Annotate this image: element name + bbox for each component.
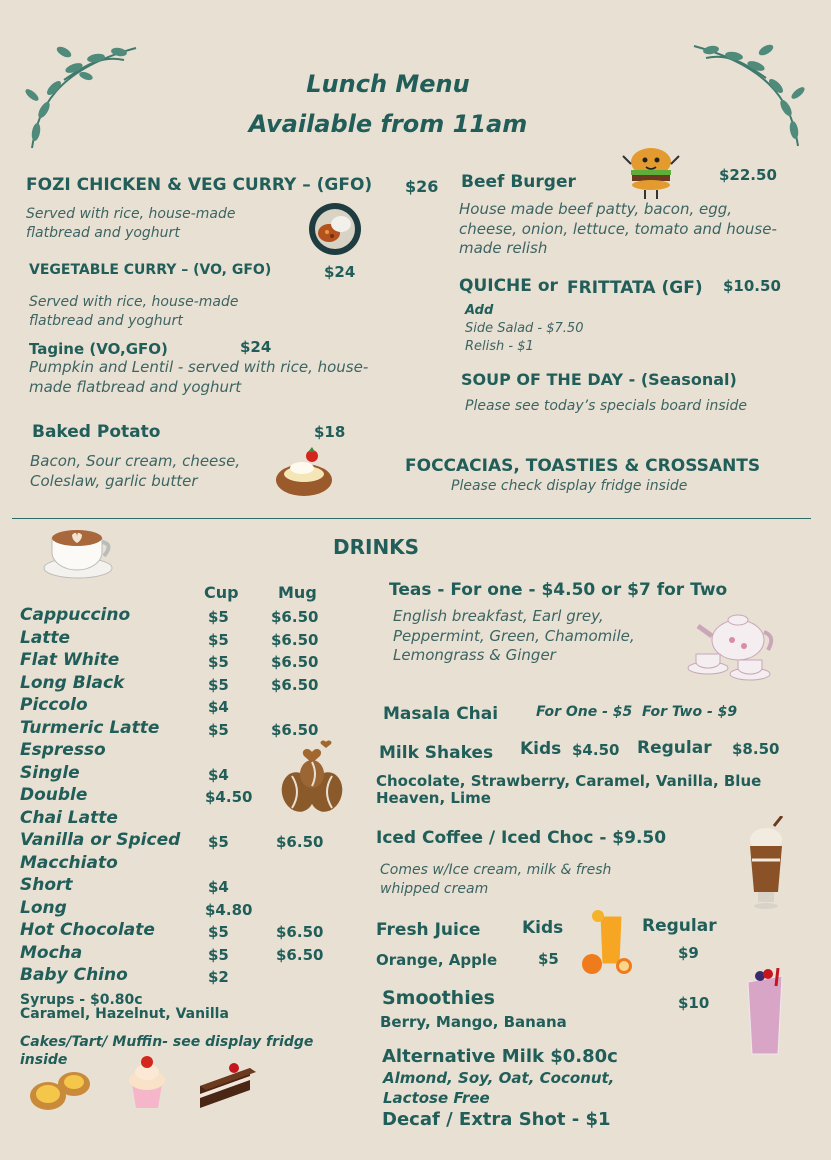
shakes-kids-label: Kids: [520, 739, 562, 759]
quiche-add-relish: Relish - $1: [465, 339, 534, 354]
coffee-item-name: Single: [20, 763, 80, 783]
col-cup-header: Cup: [204, 583, 239, 602]
cake-slice-icon: [196, 1056, 260, 1112]
syrups-title: Syrups - $0.80c: [20, 992, 143, 1008]
coffee-item-cup-price: $5: [208, 833, 229, 851]
chai-name: Masala Chai: [383, 704, 499, 724]
veg-curry-name: VEGETABLE CURRY – (VO, GFO): [29, 262, 272, 278]
baked-potato-icon: [274, 444, 334, 498]
teas-desc: English breakfast, Earl grey, Peppermint, Green, Chamomile, Lemongrass & Ginger: [393, 607, 635, 664]
alt-milk-options: Almond, Soy, Oat, Coconut, Lactose Free: [383, 1069, 615, 1107]
shakes-regular-label: Regular: [637, 738, 712, 758]
coffee-item-mug-price: $6.50: [271, 676, 319, 694]
curry-price: $26: [405, 177, 439, 196]
menu-subtitle: Available from 11am: [248, 110, 528, 138]
smoothies-options: Berry, Mango, Banana: [380, 1013, 567, 1031]
coffee-item-mug-price: $6.50: [271, 721, 319, 739]
coffee-item-name: Flat White: [20, 650, 120, 670]
coffee-item-cup-price: $5: [208, 608, 229, 626]
coffee-item-mug-price: $6.50: [271, 631, 319, 649]
chai-prices: For One - $5 For Two - $9: [536, 704, 738, 720]
juice-regular-price: $9: [678, 944, 699, 962]
iced-coffee-icon: [744, 816, 788, 912]
potato-desc: Bacon, Sour cream, cheese, Coleslaw, garlic butter: [30, 452, 241, 490]
burger-price: $22.50: [719, 166, 777, 184]
quiche-add-label: Add: [465, 303, 494, 318]
iced-name: Iced Coffee / Iced Choc - $9.50: [376, 828, 667, 848]
coffee-cup-icon: [42, 520, 116, 580]
coffee-item-name: Vanilla or Spiced: [20, 830, 181, 850]
coffee-item-cup-price: $4: [208, 698, 229, 716]
teas-title: Teas - For one - $4.50 or $7 for Two: [389, 580, 728, 600]
col-mug-header: Mug: [278, 583, 317, 602]
veg-curry-desc: Served with rice, house-made flatbread and yoghurt: [29, 294, 239, 329]
section-divider: [12, 518, 811, 519]
coffee-item-cup-price: $4.80: [205, 901, 253, 919]
coffee-item-mug-price: $6.50: [276, 923, 324, 941]
shakes-flavours: Chocolate, Strawberry, Caramel, Vanilla, Blue Heaven, Lime: [376, 772, 762, 807]
coffee-item-name: Mocha: [20, 943, 83, 963]
coffee-item-cup-price: $5: [208, 676, 229, 694]
coffee-item-cup-price: $5: [208, 721, 229, 739]
tagine-name: Tagine (VO,GFO): [29, 340, 168, 358]
coffee-item-name: Latte: [20, 628, 71, 648]
potato-name: Baked Potato: [32, 422, 161, 442]
teapot-icon: [686, 602, 778, 682]
drinks-title: DRINKS: [333, 535, 420, 559]
coffee-item-cup-price: $4: [208, 766, 229, 784]
soup-name: SOUP OF THE DAY - (Seasonal): [461, 370, 737, 389]
coffee-item-mug-price: $6.50: [271, 653, 319, 671]
coffee-item-name: Long Black: [20, 673, 125, 693]
coffee-item-cup-price: $5: [208, 653, 229, 671]
egg-tarts-icon: [26, 1066, 96, 1116]
focaccia-desc: Please check display fridge inside: [451, 478, 688, 494]
alt-milk-name: Alternative Milk $0.80c: [382, 1046, 618, 1067]
quiche-add-salad: Side Salad - $7.50: [465, 321, 584, 336]
coffee-item-cup-price: $5: [208, 631, 229, 649]
juice-kids-price: $5: [538, 950, 559, 968]
coffee-item-name: Double: [20, 785, 88, 805]
coffee-item-name: Espresso: [20, 740, 106, 760]
curry-desc: Served with rice, house-made flatbread and yoghurt: [26, 206, 236, 241]
coffee-item-cup-price: $5: [208, 923, 229, 941]
coffee-item-name: Turmeric Latte: [20, 718, 160, 738]
potato-price: $18: [314, 423, 346, 441]
burger-desc: House made beef patty, bacon, egg, cheese, onion, lettuce, tomato and house-made relish: [459, 200, 777, 257]
coffee-item-name: Hot Chocolate: [20, 920, 155, 940]
shakes-regular-price: $8.50: [732, 740, 780, 758]
cupcake-icon: [124, 1054, 170, 1110]
coffee-item-name: Piccolo: [20, 695, 88, 715]
juice-regular-label: Regular: [642, 916, 717, 936]
tagine-desc: Pumpkin and Lentil - served with rice, house-made flatbread and yoghurt: [29, 358, 369, 396]
coffee-item-name: Short: [20, 875, 73, 895]
coffee-item-mug-price: $6.50: [276, 946, 324, 964]
coffee-item-name: Cappuccino: [20, 605, 131, 625]
menu-title: Lunch Menu: [306, 70, 470, 98]
quiche-price: $10.50: [723, 277, 781, 295]
syrups-list: Caramel, Hazelnut, Vanilla: [20, 1006, 229, 1022]
focaccia-name: FOCCACIAS, TOASTIES & CROSSANTS: [405, 456, 761, 476]
smoothies-price: $10: [678, 994, 710, 1012]
coffee-beans-icon: [278, 740, 346, 816]
burger-mascot-icon: [620, 142, 682, 202]
coffee-item-name: Baby Chino: [20, 965, 128, 985]
smoothie-glass-icon: [740, 968, 792, 1058]
cakes-note: Cakes/Tart/ Muffin- see display fridge inside: [20, 1034, 314, 1068]
coffee-item-cup-price: $2: [208, 968, 229, 986]
veg-curry-price: $24: [324, 263, 356, 281]
coffee-item-mug-price: $6.50: [276, 833, 324, 851]
shakes-kids-price: $4.50: [572, 741, 620, 759]
juice-name: Fresh Juice: [376, 920, 481, 940]
coffee-item-mug-price: $6.50: [271, 608, 319, 626]
orange-juice-icon: [580, 908, 636, 976]
coffee-item-name: Macchiato: [20, 853, 118, 873]
decaf-extra-shot: Decaf / Extra Shot - $1: [382, 1109, 611, 1130]
coffee-item-cup-price: $5: [208, 946, 229, 964]
curry-name: FOZI CHICKEN & VEG CURRY – (GFO): [26, 175, 373, 195]
quiche-name-b: FRITTATA (GF): [567, 278, 703, 298]
juice-options: Orange, Apple: [376, 951, 498, 969]
juice-kids-label: Kids: [522, 918, 564, 938]
curry-bowl-icon: [307, 202, 363, 256]
coffee-item-cup-price: $4: [208, 878, 229, 896]
iced-desc: Comes w/Ice cream, milk & fresh whipped cream: [380, 862, 612, 897]
tagine-price: $24: [240, 338, 272, 356]
smoothies-name: Smoothies: [382, 987, 495, 1009]
shakes-name: Milk Shakes: [379, 743, 494, 763]
coffee-item-name: Long: [20, 898, 67, 918]
coffee-item-cup-price: $4.50: [205, 788, 253, 806]
burger-name: Beef Burger: [461, 172, 576, 192]
coffee-item-name: Chai Latte: [20, 808, 118, 828]
soup-desc: Please see today’s specials board inside: [465, 398, 748, 414]
quiche-name-a: QUICHE or: [459, 276, 558, 296]
